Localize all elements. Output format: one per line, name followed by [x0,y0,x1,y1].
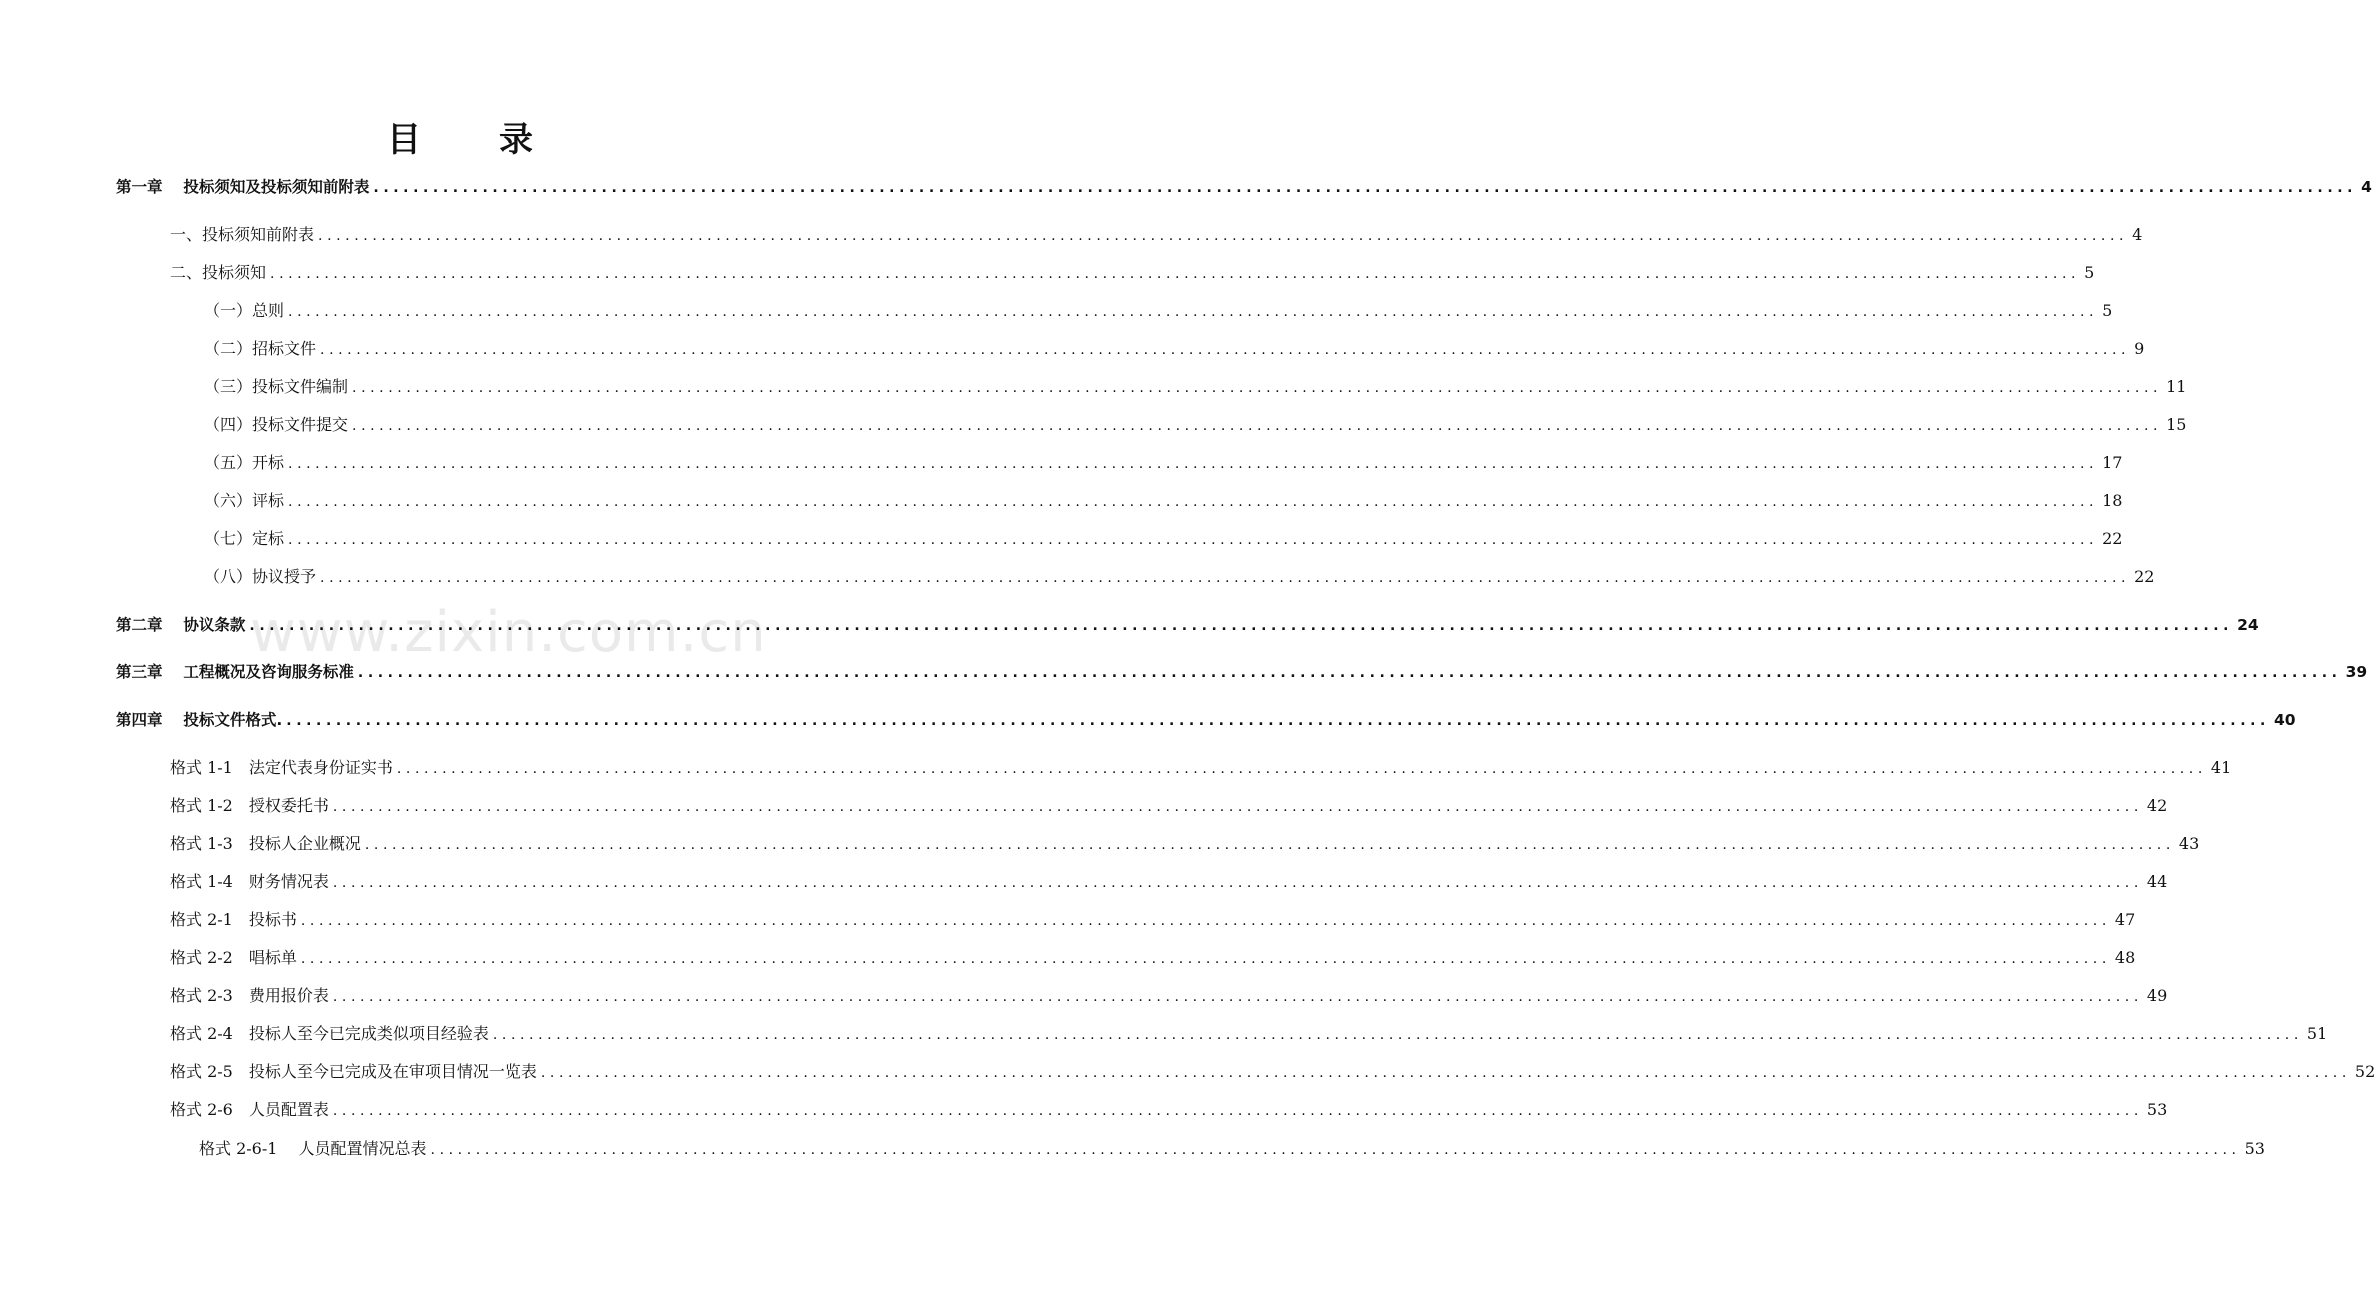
toc-dot-leader: ........................................................................................................................................................................................................ [492,1027,2303,1043]
toc-dot-leader: ........................................................................................................................................................................................................ [288,494,2099,510]
toc-chapter-entry[interactable] [116,174,2372,200]
toc-entry[interactable] [170,983,2168,1009]
toc-dot-leader: ........................................................................................................................................................................................................ [430,1142,2241,1158]
toc-entry[interactable] [204,336,2145,362]
toc-entry-label: 二、投标须知 [170,263,267,282]
toc-dot-leader: ........................................................................................................................................................................................................ [288,456,2099,472]
toc-entry[interactable] [170,755,2232,781]
toc-entry-label: （三）投标文件编制 [204,377,349,396]
toc-dot-leader: ........................................................................................................................................................................................................ [332,989,2143,1005]
toc-page-number: 43 [2178,834,2200,853]
toc-entry[interactable] [170,945,2136,971]
toc-page-number: 48 [2114,948,2136,967]
toc-entry-label: （六）评标 [204,491,285,510]
toc-page-number: 24 [2237,616,2259,634]
toc-dot-leader: ........................................................................................................................................................................................................ [320,342,2131,358]
toc-page-number: 5 [2084,263,2095,282]
toc-entry[interactable] [170,1097,2168,1123]
toc-entry[interactable] [170,869,2168,895]
toc-page-number: 9 [2134,339,2145,358]
watermark: www.zixin.com.cn [250,600,767,665]
toc-page-number: 39 [2345,663,2368,681]
toc-dot-leader: ........................................................................................................................................................................................................ [364,837,2175,853]
toc-entry[interactable] [204,564,2155,590]
toc-page-number: 53 [2244,1139,2265,1158]
toc-entry-label: 一、投标须知前附表 [170,225,315,244]
toc-entry[interactable] [170,907,2136,933]
toc-page-number: 52 [2354,1062,2375,1081]
toc-dot-leader: ........................................................................................................................................................................................................ [300,913,2111,929]
toc-entry-label: （五）开标 [204,453,285,472]
toc-entry-label: 格式 2-6 人员配置表 [170,1100,329,1119]
toc-entry-label: 第四章 投标文件格式. [116,711,283,729]
toc-entry-label: 格式 1-1 法定代表身份证实书 [170,758,393,777]
toc-page-number: 22 [2102,529,2123,548]
toc-dot-leader: ........................................................................................................................................................................................................ [320,570,2131,586]
toc-dot-leader: ........................................................................................................................................................................................................ [373,180,2358,196]
toc-entry[interactable] [204,374,2187,400]
toc-page-number: 5 [2102,301,2113,320]
toc-dot-leader: ........................................................................................................................................................................................................ [249,618,2234,634]
toc-entry[interactable] [170,1021,2328,1047]
toc-entry-label: 格式 2-1 投标书 [170,910,297,929]
title-char-1: 目 [387,120,421,160]
toc-dot-leader: ........................................................................................................................................................................................................ [318,228,2129,244]
toc-entry-label: 格式 2-2 唱标单 [170,948,297,967]
toc-page-number: 4 [2132,225,2143,244]
toc-page-number: 15 [2166,415,2187,434]
toc-dot-leader: ........................................................................................................................................................................................................ [288,532,2099,548]
toc-entry-label: 第一章 投标须知及投标须知前附表 [116,178,370,196]
toc-page-number: 42 [2146,796,2168,815]
toc-entry-label: （四）投标文件提交 [204,415,349,434]
toc-entry[interactable] [170,222,2143,248]
toc-dot-leader: ........................................................................................................................................................................................................ [332,1103,2143,1119]
toc-dot-leader: ........................................................................................................................................................................................................ [396,761,2207,777]
toc-entry-label: 格式 2-6-1 人员配置情况总表 [199,1139,427,1158]
toc-entry-label: 格式 1-4 财务情况表 [170,872,329,891]
toc-dot-leader: ........................................................................................................................................................................................................ [352,418,2163,434]
toc-entry[interactable] [170,260,2095,286]
toc-entry-label: 格式 2-5 投标人至今已完成及在审项目情况一览表 [170,1062,537,1081]
toc-entry[interactable] [199,1136,2265,1162]
toc-page-number: 40 [2273,711,2296,729]
toc-entry[interactable] [170,793,2168,819]
toc-chapter-entry[interactable] [116,659,2368,685]
toc-page-number: 41 [2210,758,2232,777]
toc-dot-leader: ........................................................................................................................................................................................................ [286,713,2270,729]
toc-page-number: 22 [2134,567,2155,586]
toc-dot-leader: ........................................................................................................................................................................................................ [352,380,2163,396]
toc-dot-leader: ........................................................................................................................................................................................................ [332,799,2143,815]
toc-page-number: 51 [2306,1024,2328,1043]
title-char-2: 录 [499,120,533,160]
toc-dot-leader: ........................................................................................................................................................................................................ [332,875,2143,891]
toc-page-number: 44 [2146,872,2168,891]
toc-entry-label: 格式 2-3 费用报价表 [170,986,329,1005]
toc-entry[interactable] [204,450,2123,476]
toc-entry-label: 格式 1-3 投标人企业概况 [170,834,361,853]
toc-dot-leader: ........................................................................................................................................................................................................ [288,304,2099,320]
toc-page-number: 18 [2102,491,2123,510]
toc-dot-leader: ........................................................................................................................................................................................................ [357,665,2342,681]
toc-entry[interactable] [204,412,2187,438]
toc-entry[interactable] [204,526,2123,552]
toc-entry[interactable] [204,488,2123,514]
toc-page-number: 17 [2102,453,2123,472]
toc-entry-label: （八）协议授予 [204,567,317,586]
toc-dot-leader: ........................................................................................................................................................................................................ [540,1065,2351,1081]
toc-entry[interactable] [170,1059,2375,1085]
toc-entry-label: 格式 2-4 投标人至今已完成类似项目经验表 [170,1024,489,1043]
toc-dot-leader: ........................................................................................................................................................................................................ [270,266,2081,282]
toc-entry-label: （二）招标文件 [204,339,317,358]
toc-entry-label: 第二章 协议条款 [116,616,246,634]
toc-entry-label: （七）定标 [204,529,285,548]
toc-page-number: 4 [2361,178,2372,196]
toc-page-number: 53 [2146,1100,2168,1119]
toc-entry-label: 格式 1-2 授权委托书 [170,796,329,815]
toc-chapter-entry[interactable] [116,612,2259,638]
toc-entry-label: （一）总则 [204,301,285,320]
toc-page-number: 47 [2114,910,2136,929]
toc-entry[interactable] [170,831,2200,857]
toc-page-number: 49 [2146,986,2168,1005]
toc-chapter-entry[interactable] [116,707,2296,733]
toc-dot-leader: ........................................................................................................................................................................................................ [300,951,2111,967]
toc-entry-label: 第三章 工程概况及咨询服务标准 [116,663,354,681]
toc-page-number: 11 [2166,377,2187,396]
toc-entry[interactable] [204,298,2113,324]
